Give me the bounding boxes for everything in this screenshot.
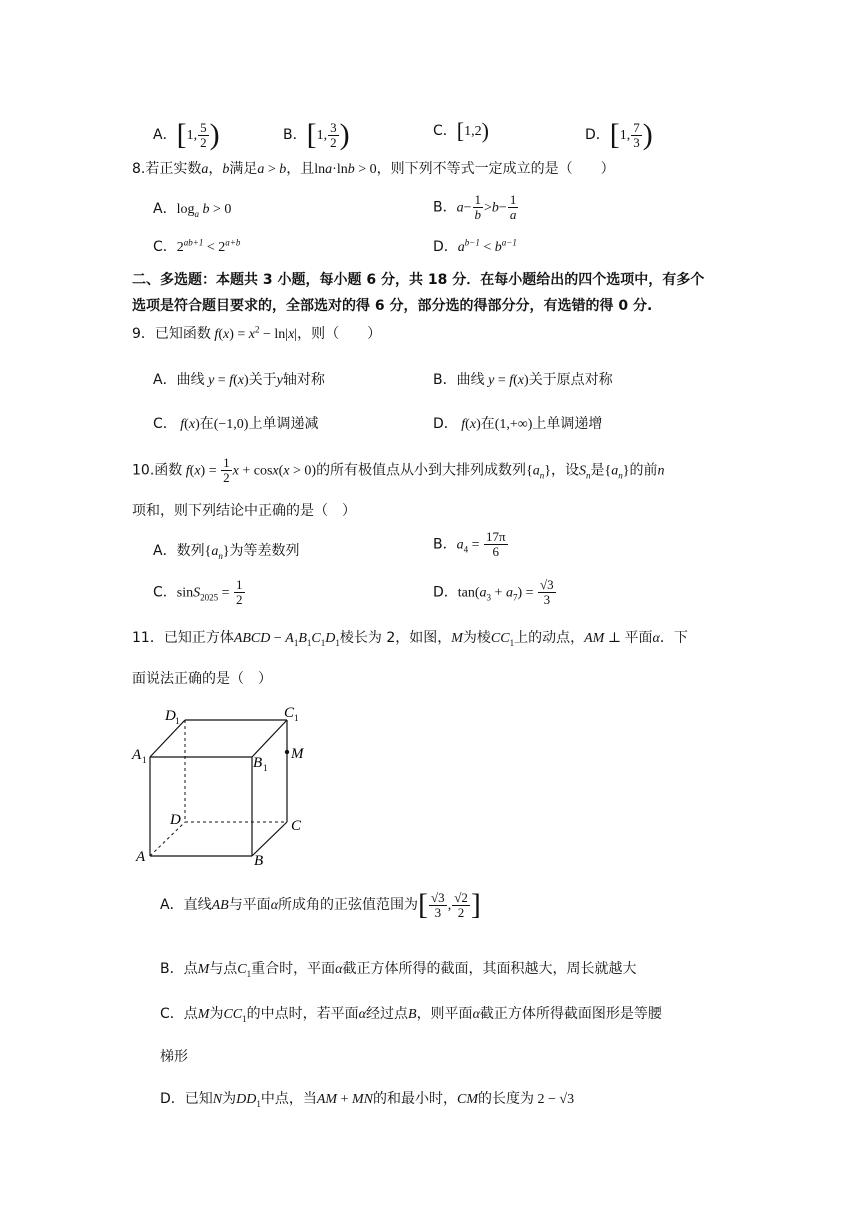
section-2-header-line2: 选项是符合题目要求的，全部选对的得 6 分，部分选的得部分分，有选错的得 0 分.: [132, 298, 653, 314]
q11-stem-line2: 面说法正确的是（ ）: [132, 671, 272, 687]
label-b: B: [254, 853, 264, 869]
q11-option-c-cont: 梯形: [160, 1049, 188, 1065]
q7-option-c: C．[1,2): [433, 118, 489, 143]
label-d: D: [170, 812, 181, 828]
q8-option-b: B．a− $\frac{1}{b}$ >b− $\frac{1}{a}$: [433, 192, 517, 222]
q9-stem: 9．已知函数 $f(x) = x^2 - \ln|x|$，则（ ）: [132, 324, 382, 342]
q11-option-b: B．点M与点$C_1$重合时，平面α截正方体所得的截面，其面积越大，周长就越大: [160, 961, 637, 979]
q9-option-d: D． f(x)在(1,+∞)上单调递增: [433, 416, 603, 432]
section-2-header-line1: 二、多选题：本题共 3 小题，每小题 6 分，共 18 分．在每小题给出的四个选项中，有多个: [132, 272, 705, 288]
q8-option-d: D．$a^{b-1} < b^{a-1}$: [433, 237, 517, 255]
q7-option-d: D．[1, $\frac{7}{3}$ ): [585, 118, 653, 151]
svg-text:1: 1: [294, 713, 299, 723]
q7-option-a: A．[1, $\frac{5}{2}$ ): [153, 118, 220, 151]
q10-option-b: B．$a_4$ = $\frac{17\pi}{6}$: [433, 529, 506, 559]
cube-figure: [130, 700, 330, 870]
q8-option-a: A．$\log_a b > 0$: [153, 201, 232, 219]
q9-option-c: C． f(x)在(−1,0)上单调递减: [153, 416, 319, 432]
q7-option-b: B．[1, $\frac{3}{2}$ ): [283, 118, 350, 151]
edge-a1d1: [150, 720, 185, 757]
label-m: M: [291, 746, 304, 762]
edge-b1c1: [252, 720, 287, 757]
label-a1: A: [132, 747, 142, 763]
svg-text:1: 1: [142, 755, 147, 765]
edge-bc: [252, 822, 287, 856]
q8-stem: 8.若正实数a，b满足a > b，且lna·lnb > 0，则下列不等式一定成立的是（ ）: [132, 161, 615, 177]
label-c1: C: [284, 705, 295, 721]
point-m: [285, 750, 289, 754]
q10-option-a: A．数列$\{a_n\}$为等差数列: [153, 543, 300, 561]
q9-option-a: A．曲线 y = f(x)关于y轴对称: [153, 372, 325, 388]
q10-option-c: C．sinS$_{2025}$ = $\frac{1}{2}$: [153, 577, 243, 607]
label-d1: D: [165, 708, 176, 724]
q10-option-d: D．$\tan(a_3 + a_7)$ = $\frac{√3}{3}$: [433, 577, 554, 607]
q11-option-c: C．点M为$CC_1$的中点时，若平面α经过点B，则平面α截正方体所得截面图形是等腰: [160, 1006, 662, 1024]
svg-text:1: 1: [263, 763, 268, 773]
q10-stem-line1: 10.函数 f(x) = $\frac{1}{2}$ x + cosx(x > 0)的所有极值点从小到大排列成数列$\{a_n\}$，设$S_n$是$\{a_n\}$的前n: [132, 455, 665, 485]
svg-text:1: 1: [175, 716, 180, 726]
label-b1: B: [253, 755, 263, 771]
q11-option-d: D．已知N为$DD_1$中点，当AM + MN的和最小时，CM的长度为 2 − √3: [160, 1091, 575, 1109]
q8-option-c: C．$2^{ab+1} < 2^{a+b}$: [153, 237, 241, 255]
q10-stem-line2: 项和，则下列结论中正确的是（ ）: [132, 503, 356, 519]
q11-option-a: A．直线AB与平面α所成角的正弦值范围为[ $\frac{√3}{3}$ , $\frac{√2}{2}$ ]: [160, 888, 481, 921]
label-c: C: [291, 818, 302, 834]
q11-stem-line1: 11．已知正方体ABCD − $A_1B_1C_1D_1$棱长为 2，如图，M为棱$CC_1$上的动点，AM ⊥ 平面α．下: [132, 630, 688, 648]
q9-option-b: B．曲线 y = f(x)关于原点对称: [433, 372, 613, 388]
label-a: A: [136, 849, 146, 865]
